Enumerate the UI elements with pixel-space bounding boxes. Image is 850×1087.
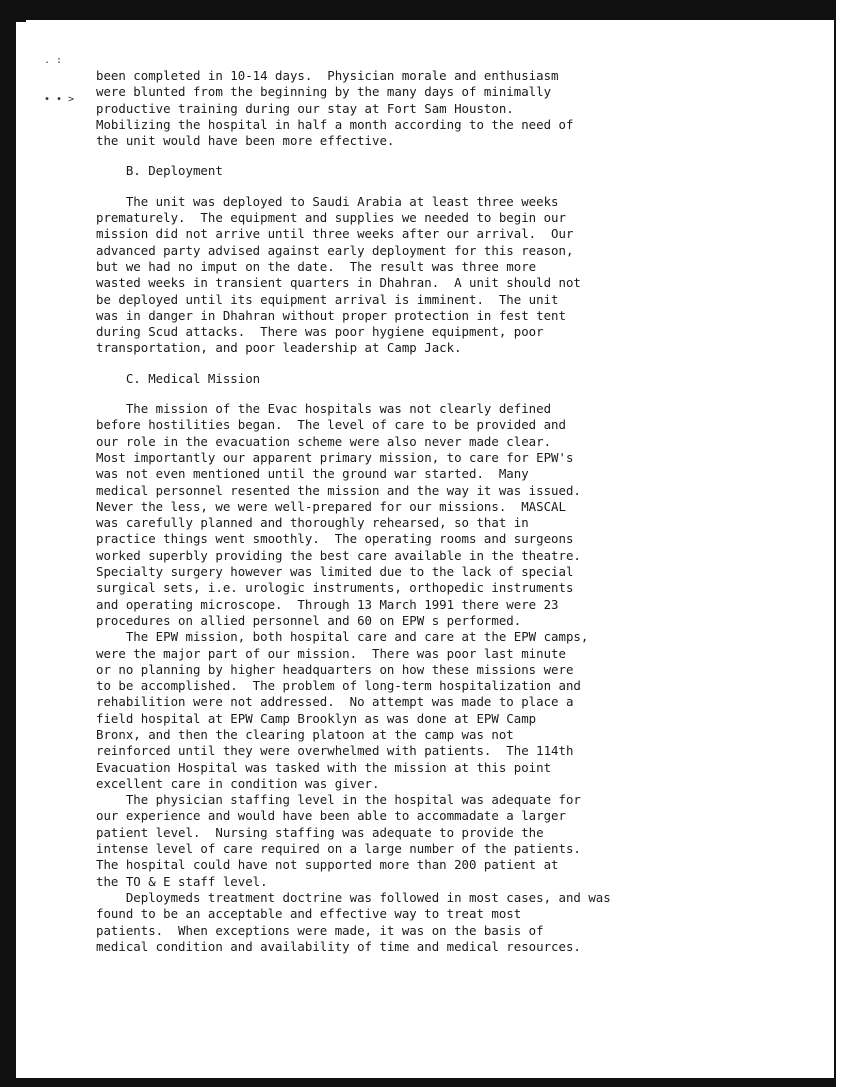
text-line: transportation, and poor leadership at Camp Jack. — [96, 340, 462, 356]
text-line: or no planning by higher headquarters on how these missions were — [96, 661, 574, 677]
text-line: productive training during our stay at Fort Sam Houston. — [96, 100, 514, 116]
text-line: were the major part of our mission. There was poor last minute — [96, 645, 566, 661]
document-body — [96, 68, 756, 955]
text-line: the unit would have been more effective. — [96, 133, 395, 149]
scan-border-notch — [16, 20, 26, 22]
text-line: before hostilities began. The level of care to be provided and — [96, 417, 566, 433]
text-line: procedures on allied personnel and 60 on EPW s performed. — [96, 612, 522, 628]
text-line: patients. When exceptions were made, it was on the basis of — [96, 922, 544, 938]
text-line: been completed in 10-14 days. Physician morale and enthusiasm — [96, 68, 559, 83]
text-line: B. Deployment — [96, 163, 223, 179]
text-line: but we had no imput on the date. The result was three more — [96, 258, 537, 274]
speck-line: . : — [44, 55, 63, 66]
text-line: Evacuation Hospital was tasked with the mission at this point — [96, 759, 552, 775]
text-line: The mission of the Evac hospitals was not clearly defined — [96, 401, 552, 417]
paragraph-gap — [96, 357, 756, 371]
text-line: during Scud attacks. There was poor hygiene equipment, poor — [96, 324, 544, 340]
text-line: Most importantly our apparent primary mission, to care for EPW's — [96, 449, 574, 465]
text-line: medical condition and availability of time and medical resources. — [96, 938, 581, 954]
paragraph-gap — [96, 387, 756, 401]
text-line: were blunted from the beginning by the many days of minimally — [96, 84, 552, 100]
scan-border-right — [834, 0, 836, 1087]
text-line: was not even mentioned until the ground war started. Many — [96, 466, 529, 482]
text-line: worked superbly providing the best care available in the theatre. — [96, 547, 581, 563]
text-line: was in danger in Dhahran without proper protection in fest tent — [96, 307, 566, 323]
text-line: intense level of care required on a large number of the patients. — [96, 841, 581, 857]
text-line: Specialty surgery however was limited due to the lack of special — [96, 564, 574, 580]
text-line: Never the less, we were well-prepared for our missions. MASCAL — [96, 498, 566, 514]
text-line: rehabilition were not addressed. No attempt was made to place a — [96, 694, 574, 710]
section-heading — [96, 163, 756, 179]
text-line: and operating microscope. Through 13 March 1991 there were 23 — [96, 596, 559, 612]
text-line: medical personnel resented the mission and the way it was issued. — [96, 482, 581, 498]
text-line: The physician staffing level in the hospital was adequate for — [96, 792, 581, 808]
paragraph-block — [96, 401, 756, 955]
text-line: prematurely. The equipment and supplies we needed to begin our — [96, 210, 566, 226]
text-line: our role in the evacuation scheme were also never made clear. — [96, 433, 552, 449]
text-line: the TO & E staff level. — [96, 873, 268, 889]
scan-border-left — [0, 0, 16, 1087]
text-line: reinforced until they were overwhelmed with patients. The 114th — [96, 743, 574, 759]
scan-border-top — [0, 0, 835, 20]
text-line: mission did not arrive until three weeks after our arrival. Our — [96, 226, 574, 242]
text-line: was carefully planned and thoroughly rehearsed, so that in — [96, 515, 529, 531]
text-line: Deploymeds treatment doctrine was followed in most cases, and was — [96, 889, 611, 905]
text-line: to be accomplished. The problem of long-term hospitalization and — [96, 678, 581, 694]
paragraph-block — [96, 194, 756, 357]
text-line: our experience and would have been able to accommadate a larger — [96, 808, 566, 824]
text-line: The EPW mission, both hospital care and care at the EPW camps, — [96, 629, 589, 645]
text-line: The hospital could have not supported more than 200 patient at — [96, 857, 559, 873]
text-line: found to be an acceptable and effective way to treat most — [96, 906, 522, 922]
paragraph-gap — [96, 180, 756, 194]
text-line: practice things went smoothly. The operating rooms and surgeons — [96, 531, 574, 547]
text-line: Mobilizing the hospital in half a month according to the need of — [96, 116, 574, 132]
text-line: surgical sets, i.e. urologic instruments, orthopedic instruments — [96, 580, 574, 596]
paragraph-block — [96, 68, 756, 149]
text-line: C. Medical Mission — [96, 370, 261, 386]
text-line: field hospital at EPW Camp Brooklyn as was done at EPW Camp — [96, 710, 537, 726]
text-line: be deployed until its equipment arrival is imminent. The unit — [96, 291, 559, 307]
text-line: wasted weeks in transient quarters in Dhahran. A unit should not — [96, 275, 581, 291]
section-heading — [96, 371, 756, 387]
text-line: The unit was deployed to Saudi Arabia at least three weeks — [96, 193, 559, 209]
text-line: patient level. Nursing staffing was adequate to provide the — [96, 824, 544, 840]
text-line: advanced party advised against early deployment for this reason, — [96, 242, 574, 258]
speck-line: • • > — [44, 94, 75, 105]
paragraph-gap — [96, 149, 756, 163]
text-line: excellent care in condition was giver. — [96, 775, 380, 791]
text-line: Bronx, and then the clearing platoon at the camp was not — [96, 726, 514, 742]
scan-border-bottom — [16, 1078, 836, 1087]
scan-specks — [44, 28, 74, 132]
